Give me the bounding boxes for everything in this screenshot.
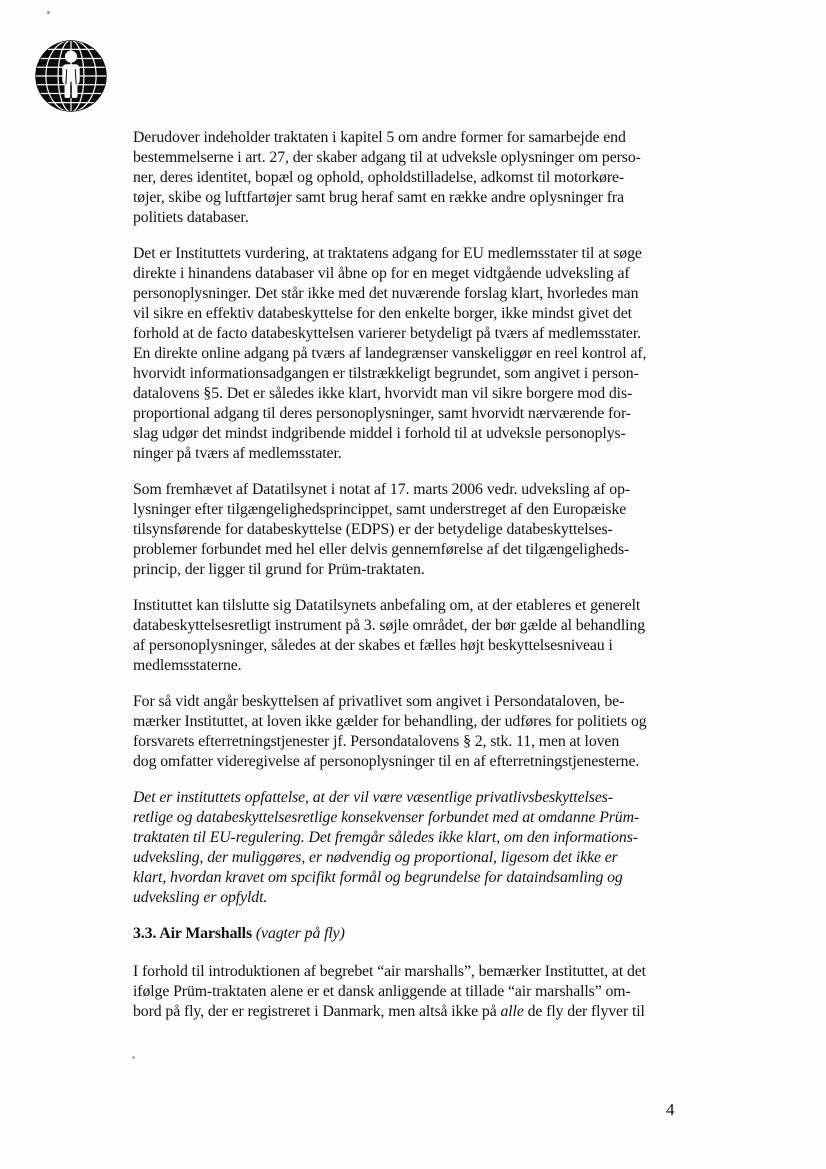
section-heading [133, 924, 708, 944]
text-line [133, 962, 708, 982]
text-segment: En direkte online adgang på tværs af landegrænser vanskeliggør en reel kontrol af, [133, 345, 647, 362]
scan-artifact-dot [132, 1056, 135, 1059]
text-line [133, 444, 708, 464]
text-line [133, 344, 708, 364]
text-segment: bord på fly, der er registreret i Danmark, men altså ikke på [133, 1003, 501, 1020]
text-segment: slag udgør det mindst indgribende middel i forhold til at udveksle personoplys- [133, 425, 626, 442]
paragraph [133, 962, 708, 1022]
text-segment: Som fremhævet af Datatilsynet i notat af 17. marts 2006 vedr. udveksling af op- [133, 481, 631, 498]
text-line [133, 888, 708, 908]
text-line [133, 540, 708, 560]
text-line [133, 560, 708, 580]
text-line [133, 656, 708, 676]
text-line [133, 596, 708, 616]
text-line [133, 500, 708, 520]
text-segment: traktaten til EU-regulering. Det fremgår således ikke klart, om den informations- [133, 829, 638, 846]
globe-person-icon [33, 38, 109, 114]
text-segment: direkte i hinandens databaser vil åbne op for en meget vidtgående udveksling af [133, 265, 630, 282]
text-segment: bestemmelserne i art. 27, der skaber adgang til at udveksle oplysninger om perso- [133, 149, 641, 166]
text-line [133, 168, 708, 188]
text-segment: retlige og databeskyttelsesretlige konsekvenser forbundet med at omdanne Prüm- [133, 809, 640, 826]
page-number: 4 [666, 1100, 675, 1119]
text-line [133, 148, 708, 168]
scan-artifact-dot [47, 11, 50, 14]
text-segment: dog omfatter videregivelse af personoplysninger til en af efterretningstjenesterne. [133, 753, 640, 770]
text-segment: politiets databaser. [133, 209, 249, 226]
text-line [133, 788, 708, 808]
text-segment: forsvarets efterretningstjenester jf. Persondatalovens § 2, stk. 11, men at loven [133, 733, 620, 750]
text-line [133, 284, 708, 304]
text-segment: alle [500, 1003, 524, 1020]
text-segment: princip, der ligger til grund for Prüm-traktaten. [133, 561, 425, 578]
text-line [133, 364, 708, 384]
text-line [133, 636, 708, 656]
text-line [133, 828, 708, 848]
paragraph [133, 596, 708, 676]
text-line [133, 1002, 708, 1022]
text-line [133, 520, 708, 540]
text-segment: (vagter på fly) [255, 925, 345, 942]
text-segment: For så vidt angår beskyttelsen af privatlivet som angivet i Persondataloven, be- [133, 693, 625, 710]
text-line [133, 324, 708, 344]
text-line [133, 868, 708, 888]
text-line [133, 304, 708, 324]
text-line [133, 188, 708, 208]
text-segment: databeskyttelsesretligt instrument på 3. søjle området, der bør gælde al behandling [133, 617, 645, 634]
text-segment: ifølge Prüm-traktaten alene er et dansk anliggende at tillade “air marshalls” om- [133, 983, 631, 1000]
text-segment: medlemsstaterne. [133, 657, 242, 674]
text-segment: tilsynsførende for databeskyttelse (EDPS) er der betydelige databeskyttelses- [133, 521, 613, 538]
text-segment: I forhold til introduktionen af begrebet “air marshalls”, bemærker Instituttet, at det [133, 963, 646, 980]
text-segment: hvorvidt informationsadgangen er tilstrækkeligt begrundet, som angivet i person- [133, 365, 639, 382]
text-line [133, 616, 708, 636]
text-line [133, 480, 708, 500]
paragraph [133, 692, 708, 772]
text-segment: datalovens §5. Det er således ikke klart, hvorvidt man vil sikre borgere mod dis- [133, 385, 633, 402]
text-segment: Det er instituttets opfattelse, at der vil være væsentlige privatlivsbeskyttelses- [133, 789, 613, 806]
paragraph [133, 480, 708, 580]
text-line [133, 404, 708, 424]
text-line [133, 924, 708, 944]
text-line [133, 732, 708, 752]
text-segment: Instituttet kan tilslutte sig Datatilsynets anbefaling om, at der etableres et generelt [133, 597, 641, 614]
paragraph [133, 128, 708, 228]
text-segment: lysninger efter tilgængelighedsprincippet, samt understreget af den Europæiske [133, 501, 627, 518]
text-segment: forhold at de facto databeskyttelsen varierer betydeligt på tværs af medlemsstater. [133, 325, 641, 342]
text-segment: udveksling, der muliggøres, er nødvendig og proportional, ligesom det ikke er [133, 849, 618, 866]
text-segment: 3.3. Air Marshalls [133, 925, 253, 942]
text-segment: mærker Instituttet, at loven ikke gælder for behandling, der udføres for politiets og [133, 713, 647, 730]
text-segment: klart, hvordan kravet om spcifikt formål og begrundelse for dataindsamling og [133, 869, 623, 886]
text-line [133, 982, 708, 1002]
text-segment: problemer forbundet med hel eller delvis gennemførelse af det tilgængeligheds- [133, 541, 630, 558]
text-line [133, 384, 708, 404]
text-line [133, 808, 708, 828]
text-segment: personoplysninger. Det står ikke med det nuværende forslag klart, hvorledes man [133, 285, 639, 302]
text-line [133, 712, 708, 732]
text-segment: Derudover indeholder traktaten i kapitel 5 om andre former for samarbejde end [133, 129, 626, 146]
text-segment: tøjer, skibe og luftfartøjer samt brug heraf samt en række andre oplysninger fra [133, 189, 624, 206]
text-segment: ninger på tværs af medlemsstater. [133, 445, 342, 462]
document-body [133, 128, 708, 1038]
text-segment: af personoplysninger, således at der skabes et fælles højt beskyttelsesniveau i [133, 637, 613, 654]
text-line [133, 752, 708, 772]
text-line [133, 848, 708, 868]
text-segment: vil sikre en effektiv databeskyttelse for den enkelte borger, ikke mindst givet det [133, 305, 632, 322]
text-segment: proportional adgang til deres personoplysninger, samt hvorvidt nærværende for- [133, 405, 631, 422]
text-segment: ner, deres identitet, bopæl og ophold, opholdstilladelse, adkomst til motorkøre- [133, 169, 625, 186]
text-segment: Det er Instituttets vurdering, at traktatens adgang for EU medlemsstater til at søge [133, 245, 642, 262]
text-line [133, 244, 708, 264]
text-line [133, 264, 708, 284]
institute-logo [33, 38, 109, 114]
text-line [133, 424, 708, 444]
paragraph [133, 244, 708, 464]
text-segment: udveksling er opfyldt. [133, 889, 268, 906]
text-line [133, 692, 708, 712]
text-line [133, 208, 708, 228]
text-line [133, 128, 708, 148]
paragraph [133, 788, 708, 908]
text-segment: de fly der flyver til [523, 1003, 645, 1020]
